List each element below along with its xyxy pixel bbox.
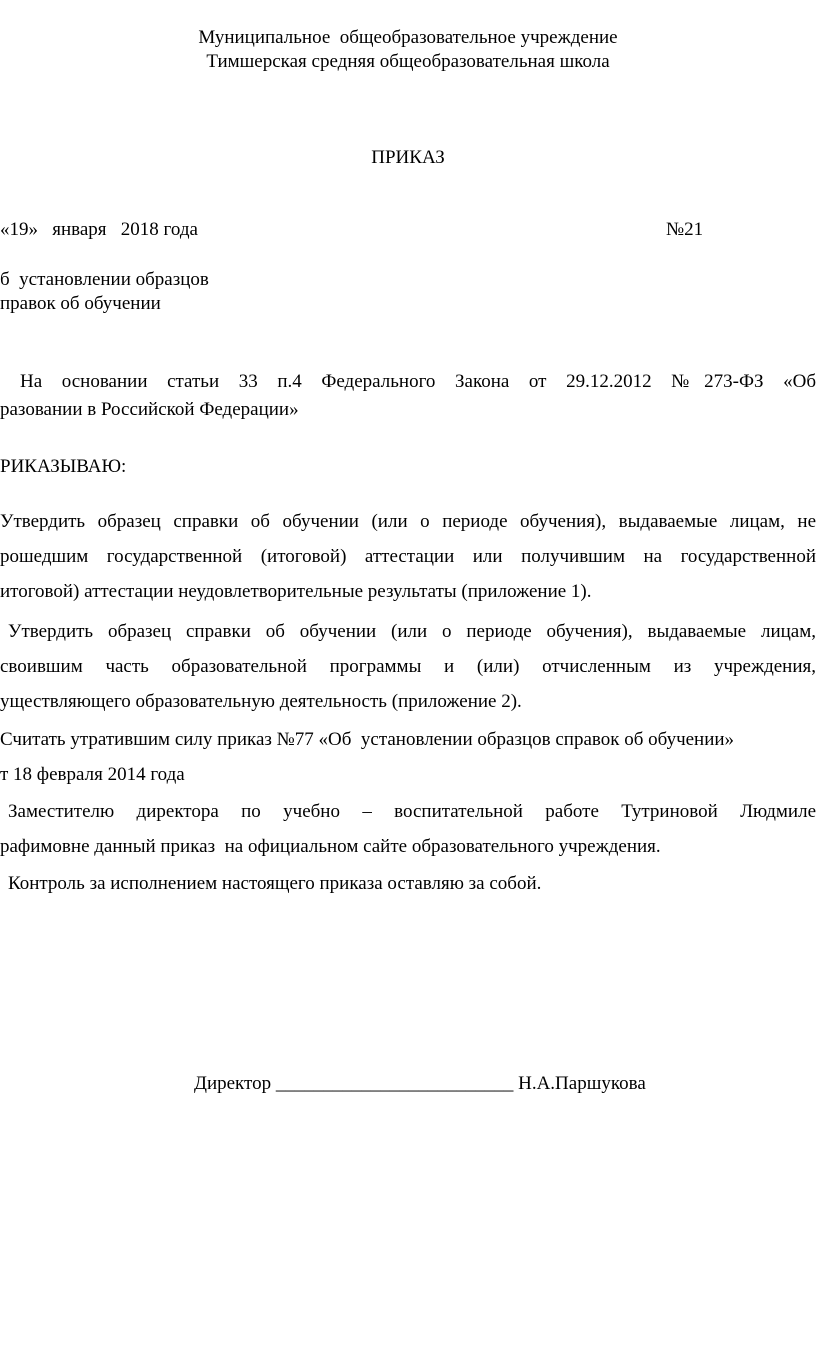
institution-name-line2: Тимшерская средняя общеобразовательная школа bbox=[206, 51, 610, 72]
order-subject-line2: правок об обучении bbox=[0, 293, 161, 314]
item-4-line1: Заместителю директора по учебно – воспитательной работе Тутриновой Людмиле bbox=[8, 801, 816, 822]
item-3-line1: Считать утратившим силу приказ №77 «Об установлении образцов справок об обучении» bbox=[0, 729, 735, 750]
item-5-line1: Контроль за исполнением настоящего приказа оставляю за собой. bbox=[8, 873, 542, 894]
signature-role: Директор bbox=[194, 1073, 272, 1094]
institution-name-line1: Муниципальное общеобразовательное учреждение bbox=[198, 27, 618, 48]
basis-line2: разовании в Российской Федерации» bbox=[0, 399, 299, 420]
order-word: РИКАЗЫВАЮ: bbox=[0, 456, 127, 477]
document-title: ПРИКАЗ bbox=[371, 147, 445, 168]
signature-name: Н.А.Паршукова bbox=[518, 1073, 646, 1094]
item-3-line2: т 18 февраля 2014 года bbox=[0, 764, 185, 785]
item-1-line3: итоговой) аттестации неудовлетворительные результаты (приложение 1). bbox=[0, 581, 592, 602]
order-date: «19» января 2018 года bbox=[0, 219, 198, 240]
signature-line: _________________________ bbox=[275, 1073, 514, 1094]
order-subject-line1: б установлении образцов bbox=[0, 269, 209, 290]
signature-block bbox=[194, 1072, 646, 1096]
item-1-line1: Утвердить образец справки об обучении (или о периоде обучения), выдаваемые лицам, не bbox=[0, 511, 816, 532]
order-number: №21 bbox=[666, 219, 704, 240]
basis-line1: На основании статьи 33 п.4 Федерального Закона от 29.12.2012 №273-ФЗ «Об bbox=[20, 371, 816, 392]
item-2-line3: уществляющего образовательную деятельность (приложение 2). bbox=[0, 691, 522, 712]
item-1-line2: рошедшим государственной (итоговой) аттестации или получившим на государственной bbox=[0, 546, 816, 567]
item-2-line2: своившим часть образовательной программы и (или) отчисленным из учреждения, bbox=[0, 656, 816, 677]
item-4-line2: рафимовне данный приказ на официальном сайте образовательного учреждения. bbox=[0, 836, 661, 857]
item-2-line1: Утвердить образец справки об обучении (или о периоде обучения), выдаваемые лицам, bbox=[8, 621, 816, 642]
